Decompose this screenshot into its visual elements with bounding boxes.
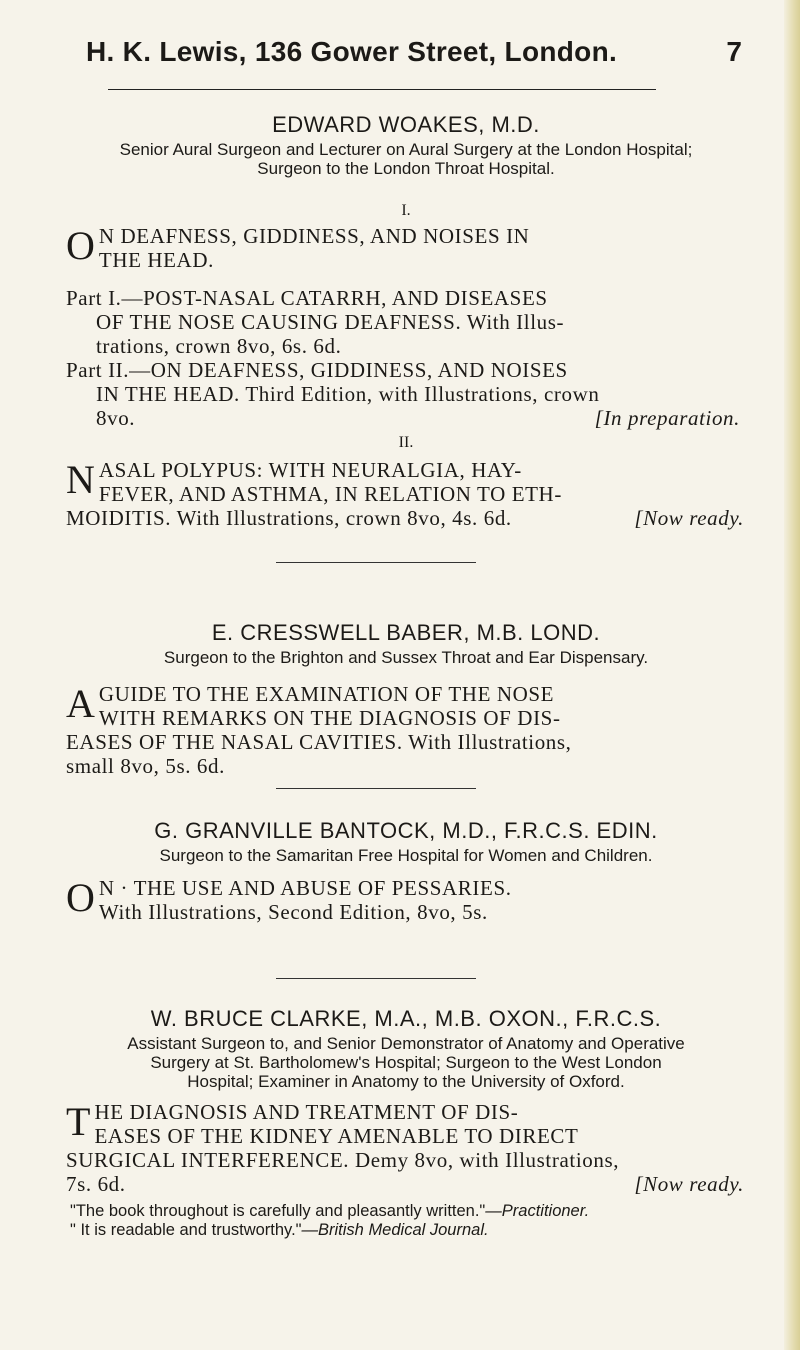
page-edge [784,0,800,1350]
book-title-line: FEVER, AND ASTHMA, IN RELATION TO ETH- [98,482,562,506]
section-divider [276,788,476,789]
book-title-line: HE DIAGNOSIS AND TREATMENT OF DIS- [94,1100,519,1124]
quote-text: " It is readable and trustworthy." [70,1221,302,1239]
affiliation-woakes-1: Senior Aural Surgeon and Lecturer on Aural Surgery at the London Hospital; [119,140,693,159]
affiliation-clarke-1: Assistant Surgeon to, and Senior Demonstrator of Anatomy and Operative [127,1034,685,1053]
drop-cap: O [66,875,95,920]
book-entry [66,876,746,924]
part-text: 8vo. [96,406,136,430]
book-title-line: N DEAFNESS, GIDDINESS, AND NOISES IN [98,224,530,248]
book-entry [66,458,746,530]
review-quote [66,1202,746,1221]
page-number: 7 [726,36,742,67]
status-note: [In preparation. [594,406,740,430]
book-title-line: small 8vo, 5s. 6d. [66,754,225,778]
book-title-line: WITH REMARKS ON THE DIAGNOSIS OF DIS- [98,706,561,730]
section-numeral: II. [398,434,414,451]
header-rule [108,89,656,90]
book-title-line: 7s. 6d. [66,1172,126,1196]
affiliation-clarke-3: Hospital; Examiner in Anatomy to the University of Oxford. [187,1072,625,1091]
book-entry [66,224,746,272]
affiliation-woakes-2: Surgeon to the London Throat Hospital. [257,159,555,178]
drop-cap: T [66,1099,91,1144]
book-title-line: SURGICAL INTERFERENCE. Demy 8vo, with Illustrations, [66,1148,620,1172]
quote-source: —British Medical Journal. [301,1221,489,1239]
part-text: trations, crown 8vo, 6s. 6d. [96,334,342,358]
book-part-1 [66,286,746,358]
book-title-line: EASES OF THE KIDNEY AMENABLE TO DIRECT [94,1124,579,1148]
part-label: Part I. [66,286,122,310]
book-title-line: MOIDITIS. With Illustrations, crown 8vo, 4s. 6d. [66,506,512,530]
author-woakes: EDWARD WOAKES, M.D. [272,112,540,137]
author-bantock: G. GRANVILLE BANTOCK, M.D., F.R.C.S. EDIN. [154,818,658,843]
book-title-line: With Illustrations, Second Edition, 8vo, 5s. [98,900,488,924]
book-part-2 [66,358,746,430]
part-text: IN THE HEAD. Third Edition, with Illustrations, crown [96,382,600,406]
drop-cap: O [66,223,95,268]
section-numeral: I. [401,202,411,219]
running-head [66,36,746,76]
book-entry [66,1100,746,1196]
drop-cap: A [66,681,95,726]
book-title-line: ASAL POLYPUS: WITH NEURALGIA, HAY- [98,458,522,482]
author-baber: E. CRESSWELL BABER, M.B. LOND. [211,620,601,645]
part-text: OF THE NOSE CAUSING DEAFNESS. With Illus- [96,310,565,334]
author-clarke: W. BRUCE CLARKE, M.A., M.B. OXON., F.R.C.S. [150,1006,662,1031]
affiliation-baber: Surgeon to the Brighton and Sussex Throat and Ear Dispensary. [163,648,649,667]
quote-text: "The book throughout is carefully and pleasantly written." [70,1202,486,1220]
review-quote [66,1221,746,1240]
affiliation-clarke-2: Surgery at St. Bartholomew's Hospital; Surgeon to the West London [150,1053,662,1072]
section-divider [276,978,476,979]
part-text: —POST-NASAL CATARRH, AND DISEASES [121,286,548,310]
book-title-line: EASES OF THE NASAL CAVITIES. With Illustrations, [66,730,572,754]
running-head-title: H. K. Lewis, 136 Gower Street, London. [86,36,618,67]
affiliation-bantock: Surgeon to the Samaritan Free Hospital for Women and Children. [159,846,653,865]
section-divider [276,562,476,563]
part-text: —ON DEAFNESS, GIDDINESS, AND NOISES [129,358,568,382]
book-title-line: N · THE USE AND ABUSE OF PESSARIES. [98,876,512,900]
quote-source: —Practitioner. [485,1202,590,1220]
part-label: Part II. [66,358,130,382]
drop-cap: N [66,457,95,502]
status-note: [Now ready. [634,1172,744,1196]
book-entry [66,682,746,778]
book-title-line: THE HEAD. [98,248,214,272]
book-title-line: GUIDE TO THE EXAMINATION OF THE NOSE [98,682,555,706]
status-note: [Now ready. [634,506,744,530]
